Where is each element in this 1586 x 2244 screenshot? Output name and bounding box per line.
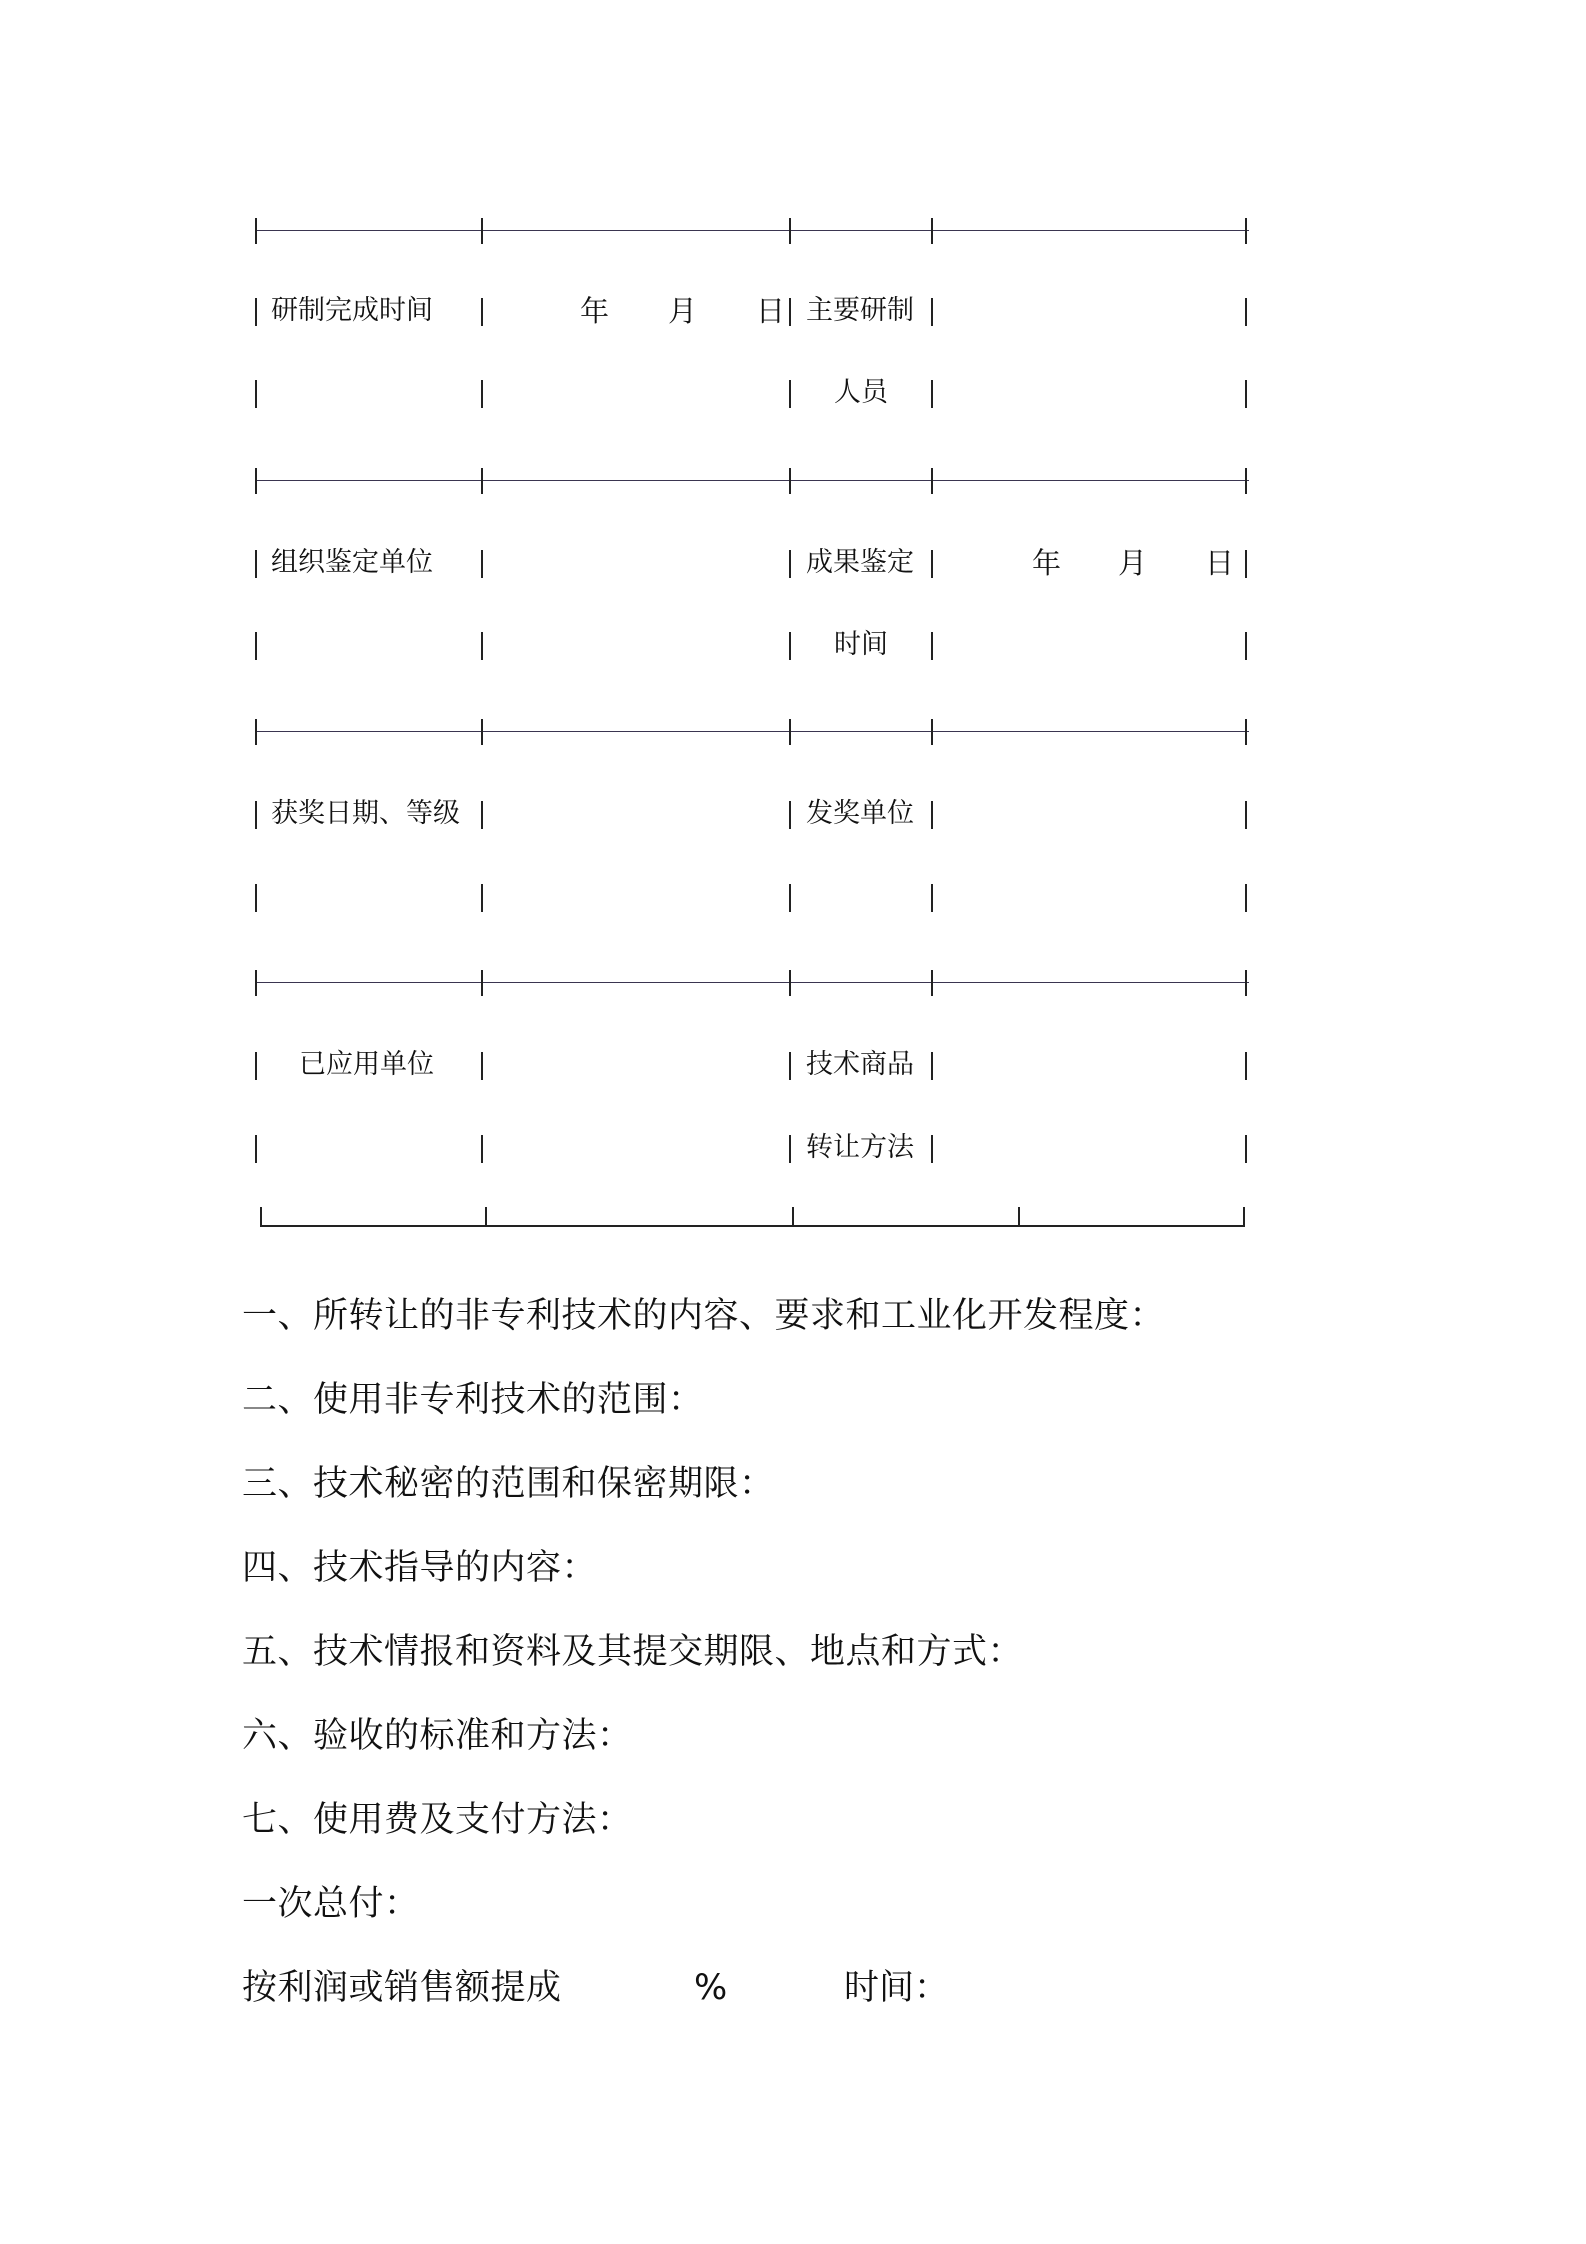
label-appraisal-org: 组织鉴定单位 xyxy=(271,547,433,578)
table-rule-row4 xyxy=(256,982,1249,983)
label-main-developers-line2: 人员 xyxy=(834,377,888,408)
table-rule-bottom xyxy=(260,1225,1245,1227)
royalty-line-label: 按利润或销售额提成 xyxy=(242,1968,562,2008)
info-table xyxy=(250,210,1250,1240)
section-4-heading: 四、技术指导的内容： xyxy=(242,1548,598,1588)
section-5-heading: 五、技术情报和资料及其提交期限、地点和方式： xyxy=(242,1632,1024,1672)
date-year-label: 年 xyxy=(1032,546,1062,580)
label-transfer-method-line1: 技术商品 xyxy=(806,1049,914,1080)
section-3-heading: 三、技术秘密的范围和保密期限： xyxy=(242,1464,775,1504)
table-rule-top xyxy=(256,230,1249,231)
section-7-heading: 七、使用费及支付方法： xyxy=(242,1800,633,1840)
label-applied-units: 已应用单位 xyxy=(299,1049,434,1080)
label-transfer-method-line2: 转让方法 xyxy=(806,1132,914,1163)
date-month-label: 月 xyxy=(668,294,698,328)
label-appraisal-time-line1: 成果鉴定 xyxy=(806,547,914,578)
royalty-time-label: 时间： xyxy=(844,1968,950,2008)
table-rule-row3 xyxy=(256,731,1249,732)
table-rule-row2 xyxy=(256,480,1249,481)
date-year-label: 年 xyxy=(580,294,610,328)
royalty-percent: % xyxy=(694,1968,728,2008)
date-day-label: 日 xyxy=(756,294,786,328)
section-6-heading: 六、验收的标准和方法： xyxy=(242,1716,633,1756)
section-1-heading: 一、所转让的非专利技术的内容、要求和工业化开发程度： xyxy=(242,1296,1166,1336)
section-2-heading: 二、使用非专利技术的范围： xyxy=(242,1380,704,1420)
label-completion-time: 研制完成时间 xyxy=(271,295,433,326)
label-award-issuer: 发奖单位 xyxy=(806,798,914,829)
date-day-label: 日 xyxy=(1205,546,1235,580)
label-main-developers-line1: 主要研制 xyxy=(806,295,914,326)
date-month-label: 月 xyxy=(1118,546,1148,580)
lump-sum-payment: 一次总付： xyxy=(242,1884,420,1924)
label-award-date-level: 获奖日期、等级 xyxy=(271,798,460,829)
label-appraisal-time-line2: 时间 xyxy=(834,629,888,660)
